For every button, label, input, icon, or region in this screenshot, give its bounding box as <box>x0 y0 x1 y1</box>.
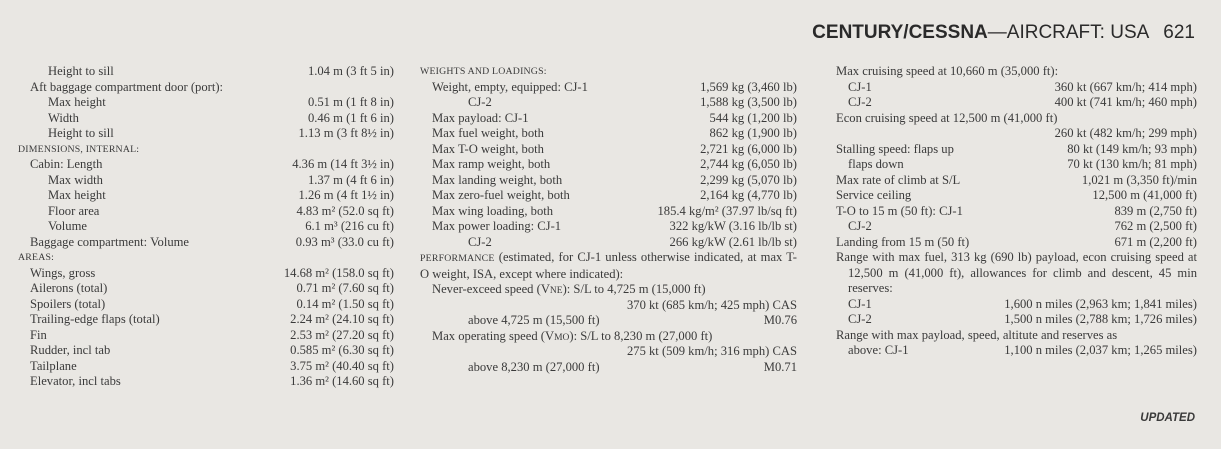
section-heading-dimensions-internal: DIMENSIONS, INTERNAL: <box>18 143 140 155</box>
spec-row: Wings, gross 14.68 m² (158.0 sq ft) <box>30 265 394 280</box>
spec-row: CJ-2 762 m (2,500 ft) <box>848 219 1197 233</box>
spec-row: Landing from 15 m (50 ft) 671 m (2,200 ft) <box>836 234 1197 249</box>
spec-row: Tailplane 3.75 m² (40.40 sq ft) <box>30 358 394 373</box>
header-brand: CENTURY/CESSNA <box>812 22 988 43</box>
column-dimensions-areas <box>18 64 394 390</box>
spec-row: Stalling speed: flaps up 80 kt (149 km/h; 93 mph) <box>836 141 1197 156</box>
spec-value-vne: 370 kt (685 km/h; 425 mph) CAS <box>626 297 797 312</box>
spec-row: flaps down 70 kt (130 km/h; 81 mph) <box>848 157 1197 171</box>
spec-row: above 8,230 m (27,000 ft) M0.71 <box>468 359 797 374</box>
spec-row: Cabin: Length 4.36 m (14 ft 3½ in) <box>30 157 394 171</box>
spec-row: Weight, empty, equipped: CJ-1 1,569 kg (3,460 lb) <box>432 79 797 94</box>
spec-row: Fin 2.53 m² (27.20 sq ft) <box>30 327 394 342</box>
range-description: Range with max fuel, 313 kg (690 lb) payload, econ cruising speed at 12,500 m (41,000 ft), allowances for climb and descent, 45 min reserves: <box>836 250 1197 295</box>
spec-row-vmo: Max operating speed (VMO): S/L to 8,230 m (27,000 ft) <box>432 328 713 343</box>
spec-row: Max height 0.51 m (1 ft 8 in) <box>48 95 394 109</box>
spec-row: Volume 6.1 m³ (216 cu ft) <box>48 219 394 233</box>
spec-value-econ: 260 kt (482 km/h; 299 mph) <box>1054 126 1197 140</box>
spec-row: above 4,725 m (15,500 ft) M0.76 <box>468 313 797 327</box>
spec-row: Max zero-fuel weight, both 2,164 kg (4,770 lb) <box>432 188 797 202</box>
spec-row: Aft baggage compartment door (port): <box>30 79 224 94</box>
section-heading-weights: WEIGHTS AND LOADINGS: <box>420 66 547 77</box>
spec-row: Max fuel weight, both 862 kg (1,900 lb) <box>432 126 797 140</box>
spec-row: T-O to 15 m (50 ft): CJ-1 839 m (2,750 ft) <box>836 203 1197 218</box>
spec-row: Rudder, incl tab 0.585 m² (6.30 sq ft) <box>30 343 394 357</box>
spec-row-vne: Never-exceed speed (VNE): S/L to 4,725 m (15,000 ft) <box>432 282 706 296</box>
spec-row: Height to sill 1.04 m (3 ft 5 in) <box>48 64 394 78</box>
spec-row: Floor area 4.83 m² (52.0 sq ft) <box>48 203 394 218</box>
spec-row: Max T-O weight, both 2,721 kg (6,000 lb) <box>432 141 797 156</box>
spec-row: CJ-2 1,588 kg (3,500 lb) <box>468 95 797 109</box>
range-payload-description: Range with max payload, speed, altitute and reserves as <box>836 327 1118 342</box>
performance-intro: PERFORMANCE (estimated, for CJ-1 unless otherwise indicated, at max T-O weight, ISA, except where indicated): <box>420 250 797 281</box>
spec-row: Max width 1.37 m (4 ft 6 in) <box>48 172 394 187</box>
spec-row: Max payload: CJ-1 544 kg (1,200 lb) <box>432 110 797 125</box>
spec-row: CJ-2 1,500 n miles (2,788 km; 1,726 miles) <box>848 312 1197 326</box>
section-heading-performance: PERFORMANCE <box>420 253 495 264</box>
spec-heading-econ-cruise: Econ cruising speed at 12,500 m (41,000 ft) <box>836 110 1058 125</box>
page-number: 621 <box>1163 22 1195 43</box>
spec-row: CJ-1 1,600 n miles (2,963 km; 1,841 miles) <box>848 296 1197 311</box>
running-header <box>812 22 1195 44</box>
section-heading-areas: AREAS: <box>18 252 55 263</box>
spec-row: Max landing weight, both 2,299 kg (5,070 lb) <box>432 172 797 187</box>
spec-row: Baggage compartment: Volume 0.93 m³ (33.0 cu ft) <box>30 234 394 249</box>
updated-label: UPDATED <box>1140 412 1195 424</box>
spec-row: Trailing-edge flaps (total) 2.24 m² (24.10 sq ft) <box>30 312 394 326</box>
spec-row: Height to sill 1.13 m (3 ft 8½ in) <box>48 126 394 140</box>
spec-row: Max rate of climb at S/L 1,021 m (3,350 ft)/min <box>836 172 1197 187</box>
column-performance-cont <box>836 64 1197 359</box>
spec-row: CJ-2 266 kg/kW (2.61 lb/lb st) <box>468 234 797 249</box>
header-section: —AIRCRAFT: USA <box>987 22 1150 43</box>
spec-value-vmo: 275 kt (509 km/h; 316 mph) CAS <box>626 344 797 358</box>
spec-row: Elevator, incl tabs 1.36 m² (14.60 sq ft) <box>30 374 394 388</box>
spec-heading-max-cruise: Max cruising speed at 10,660 m (35,000 ft): <box>836 64 1059 78</box>
spec-row: Max ramp weight, both 2,744 kg (6,050 lb) <box>432 157 797 171</box>
column-weights-performance <box>420 64 797 375</box>
spec-row: Max height 1.26 m (4 ft 1½ in) <box>48 188 394 202</box>
spec-row: CJ-1 360 kt (667 km/h; 414 mph) <box>848 79 1197 94</box>
spec-row: Max power loading: CJ-1 322 kg/kW (3.16 lb/lb st) <box>432 219 797 233</box>
spec-row: CJ-2 400 kt (741 km/h; 460 mph) <box>848 95 1197 109</box>
spec-row: above: CJ-1 1,100 n miles (2,037 km; 1,265 miles) <box>848 343 1197 357</box>
spec-row: Ailerons (total) 0.71 m² (7.60 sq ft) <box>30 281 394 295</box>
spec-row: Service ceiling 12,500 m (41,000 ft) <box>836 188 1197 202</box>
spec-row: Max wing loading, both 185.4 kg/m² (37.97 lb/sq ft) <box>432 203 797 218</box>
spec-row: Spoilers (total) 0.14 m² (1.50 sq ft) <box>30 296 394 311</box>
spec-row: Width 0.46 m (1 ft 6 in) <box>48 110 394 125</box>
